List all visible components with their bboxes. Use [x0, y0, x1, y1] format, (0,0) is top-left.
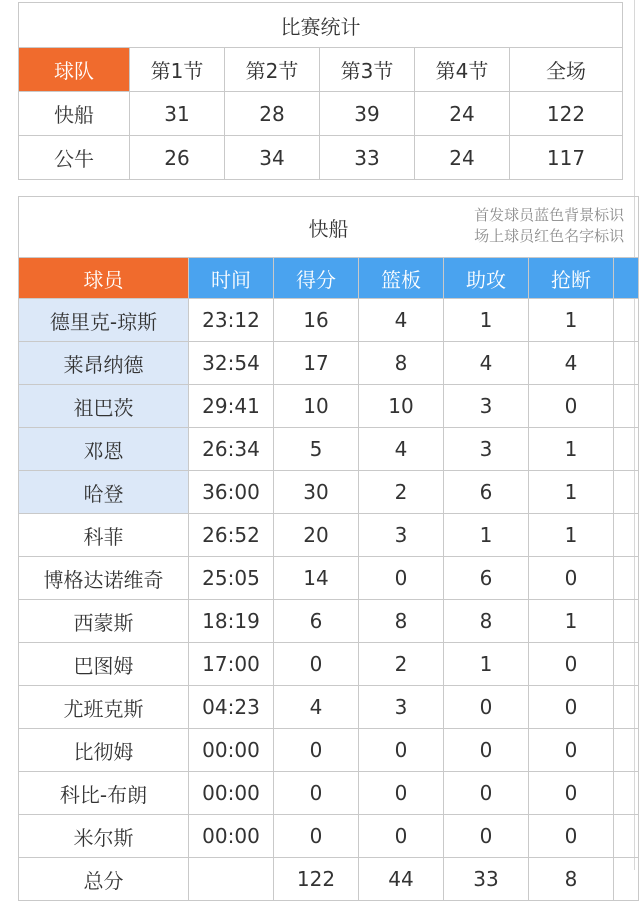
header-q3: 第3节 — [320, 48, 415, 92]
player-row — [19, 557, 639, 600]
totals-value: 122 — [274, 858, 359, 901]
rebounds: 0 — [359, 729, 444, 772]
rebounds: 2 — [359, 643, 444, 686]
rebounds: 0 — [359, 815, 444, 858]
totals-value: 33 — [444, 858, 529, 901]
header-overflow — [614, 258, 639, 299]
overflow-cell — [614, 299, 639, 342]
score-row-clippers — [19, 92, 623, 136]
overflow-cell — [614, 600, 639, 643]
legend-notes — [474, 205, 624, 247]
overflow-cell — [614, 772, 639, 815]
player-name: 祖巴茨 — [19, 385, 189, 428]
minutes: 32:54 — [189, 342, 274, 385]
header-minutes: 时间 — [189, 258, 274, 299]
minutes: 26:34 — [189, 428, 274, 471]
totals-value — [189, 858, 274, 901]
overflow-cell — [614, 686, 639, 729]
player-name: 巴图姆 — [19, 643, 189, 686]
minutes: 18:19 — [189, 600, 274, 643]
on-court-note: 场上球员红色名字标识 — [474, 227, 625, 245]
rebounds: 4 — [359, 299, 444, 342]
player-row — [19, 471, 639, 514]
player-name: 邓恩 — [19, 428, 189, 471]
rebounds: 8 — [359, 600, 444, 643]
total-score: 122 — [510, 92, 623, 136]
steals: 1 — [529, 428, 614, 471]
points: 0 — [274, 772, 359, 815]
player-row — [19, 643, 639, 686]
q2-score: 28 — [225, 92, 320, 136]
header-team: 球队 — [19, 48, 130, 92]
player-row — [19, 686, 639, 729]
assists: 1 — [444, 514, 529, 557]
header-q1: 第1节 — [130, 48, 225, 92]
header-total: 全场 — [510, 48, 623, 92]
assists: 4 — [444, 342, 529, 385]
rebounds: 0 — [359, 772, 444, 815]
player-row — [19, 729, 639, 772]
rebounds: 3 — [359, 514, 444, 557]
points: 30 — [274, 471, 359, 514]
player-name: 哈登 — [19, 471, 189, 514]
assists: 0 — [444, 772, 529, 815]
assists: 3 — [444, 428, 529, 471]
rebounds: 2 — [359, 471, 444, 514]
overflow-cell — [614, 858, 639, 901]
assists: 6 — [444, 471, 529, 514]
team-title-cell — [19, 197, 639, 258]
points: 4 — [274, 686, 359, 729]
steals: 1 — [529, 514, 614, 557]
minutes: 04:23 — [189, 686, 274, 729]
header-rebounds: 篮板 — [359, 258, 444, 299]
q1-score: 26 — [130, 136, 225, 180]
player-name: 德里克-琼斯 — [19, 299, 189, 342]
overflow-cell — [614, 514, 639, 557]
assists: 0 — [444, 815, 529, 858]
steals: 0 — [529, 686, 614, 729]
rebounds: 3 — [359, 686, 444, 729]
header-q2: 第2节 — [225, 48, 320, 92]
player-name: 莱昂纳德 — [19, 342, 189, 385]
assists: 8 — [444, 600, 529, 643]
assists: 0 — [444, 729, 529, 772]
total-score: 117 — [510, 136, 623, 180]
points: 0 — [274, 643, 359, 686]
steals: 4 — [529, 342, 614, 385]
score-summary-table — [18, 2, 623, 180]
rebounds: 4 — [359, 428, 444, 471]
minutes: 00:00 — [189, 772, 274, 815]
overflow-cell — [614, 729, 639, 772]
player-name: 西蒙斯 — [19, 600, 189, 643]
steals: 0 — [529, 772, 614, 815]
assists: 1 — [444, 299, 529, 342]
q4-score: 24 — [415, 136, 510, 180]
points: 0 — [274, 815, 359, 858]
rebounds: 10 — [359, 385, 444, 428]
player-row — [19, 514, 639, 557]
steals: 0 — [529, 729, 614, 772]
player-name: 尤班克斯 — [19, 686, 189, 729]
overflow-cell — [614, 428, 639, 471]
points: 20 — [274, 514, 359, 557]
minutes: 26:52 — [189, 514, 274, 557]
overflow-cell — [614, 385, 639, 428]
minutes: 25:05 — [189, 557, 274, 600]
rebounds: 8 — [359, 342, 444, 385]
points: 6 — [274, 600, 359, 643]
player-row — [19, 385, 639, 428]
points: 14 — [274, 557, 359, 600]
player-name: 博格达诺维奇 — [19, 557, 189, 600]
totals-value: 44 — [359, 858, 444, 901]
player-name: 科比-布朗 — [19, 772, 189, 815]
totals-label: 总分 — [19, 858, 189, 901]
rebounds: 0 — [359, 557, 444, 600]
score-table-header-row — [19, 48, 623, 92]
player-name: 比彻姆 — [19, 729, 189, 772]
assists: 0 — [444, 686, 529, 729]
steals: 1 — [529, 600, 614, 643]
steals: 0 — [529, 385, 614, 428]
player-table-header-row — [19, 258, 639, 299]
player-name: 科菲 — [19, 514, 189, 557]
totals-value: 8 — [529, 858, 614, 901]
points: 17 — [274, 342, 359, 385]
player-stats-table — [18, 196, 639, 901]
header-points: 得分 — [274, 258, 359, 299]
header-assists: 助攻 — [444, 258, 529, 299]
q3-score: 39 — [320, 92, 415, 136]
score-row-bulls — [19, 136, 623, 180]
header-q4: 第4节 — [415, 48, 510, 92]
player-row — [19, 299, 639, 342]
points: 0 — [274, 729, 359, 772]
steals: 0 — [529, 643, 614, 686]
overflow-cell — [614, 471, 639, 514]
steals: 1 — [529, 471, 614, 514]
minutes: 29:41 — [189, 385, 274, 428]
player-row — [19, 342, 639, 385]
q3-score: 33 — [320, 136, 415, 180]
player-row — [19, 815, 639, 858]
steals: 0 — [529, 557, 614, 600]
points: 10 — [274, 385, 359, 428]
overflow-cell — [614, 342, 639, 385]
points: 5 — [274, 428, 359, 471]
assists: 1 — [444, 643, 529, 686]
minutes: 23:12 — [189, 299, 274, 342]
player-name: 米尔斯 — [19, 815, 189, 858]
q4-score: 24 — [415, 92, 510, 136]
steals: 0 — [529, 815, 614, 858]
team-title: 快船 — [308, 216, 349, 241]
q2-score: 34 — [225, 136, 320, 180]
points: 16 — [274, 299, 359, 342]
team-name: 快船 — [19, 92, 130, 136]
assists: 3 — [444, 385, 529, 428]
score-table-title-row — [19, 3, 623, 48]
player-row — [19, 600, 639, 643]
team-name: 公牛 — [19, 136, 130, 180]
player-rows — [19, 299, 639, 901]
score-table-title: 比赛统计 — [19, 3, 623, 48]
overflow-cell — [614, 643, 639, 686]
overflow-cell — [614, 815, 639, 858]
player-row — [19, 772, 639, 815]
starter-note: 首发球员蓝色背景标识 — [474, 206, 625, 224]
assists: 6 — [444, 557, 529, 600]
totals-row — [19, 858, 639, 901]
q1-score: 31 — [130, 92, 225, 136]
minutes: 00:00 — [189, 729, 274, 772]
minutes: 00:00 — [189, 815, 274, 858]
player-row — [19, 428, 639, 471]
minutes: 36:00 — [189, 471, 274, 514]
overflow-cell — [614, 557, 639, 600]
header-steals: 抢断 — [529, 258, 614, 299]
header-player: 球员 — [19, 258, 189, 299]
team-title-row — [19, 197, 639, 258]
minutes: 17:00 — [189, 643, 274, 686]
steals: 1 — [529, 299, 614, 342]
